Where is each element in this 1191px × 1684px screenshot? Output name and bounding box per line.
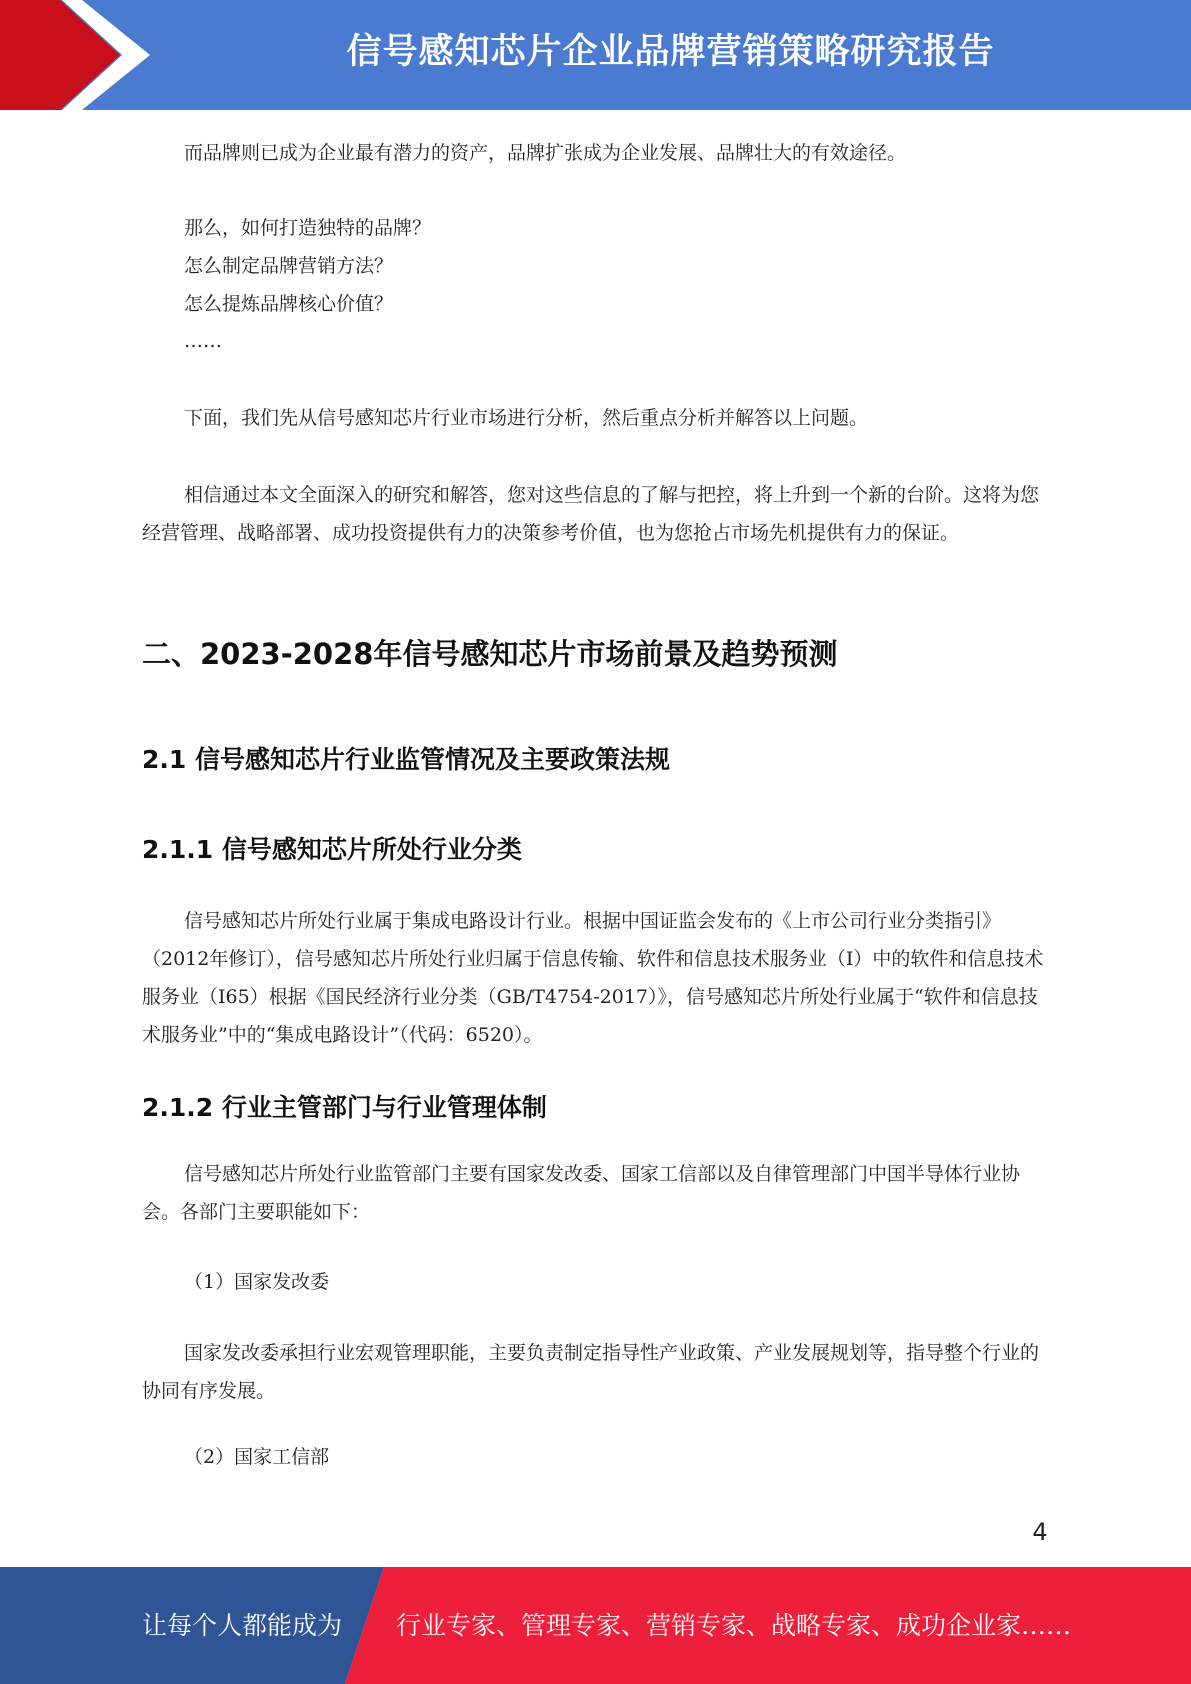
item-label: （1）国家发改委: [184, 1271, 330, 1293]
item-paragraph: 国家发改委承担行业宏观管理职能，主要负责制定指导性产业政策、产业发展规划等，指导整个行业的协同有序发展。: [142, 1342, 1040, 1402]
section-heading: 二、2023-2028年信号感知芯片市场前景及趋势预测: [142, 637, 838, 671]
page-number: 4: [1032, 1518, 1048, 1546]
ellipsis-line: ……: [184, 330, 222, 352]
next-paragraph: 下面，我们先从信号感知芯片行业市场进行分析，然后重点分析并解答以上问题。: [184, 407, 869, 429]
question-line: 怎么提炼品牌核心价值？: [184, 293, 394, 315]
item-label: （2）国家工信部: [184, 1446, 330, 1468]
report-title: 信号感知芯片企业品牌营销策略研究报告: [346, 32, 995, 72]
intro-paragraph: 而品牌则已成为企业最有潜力的资产，品牌扩张成为企业发展、品牌壮大的有效途径。: [184, 142, 907, 164]
belief-paragraph: 相信通过本文全面深入的研究和解答，您对这些信息的了解与把控，将上升到一个新的台阶。这将为您经营管理、战略部署、成功投资提供有力的决策参考价值，也为您抢占市场先机提供有力的保证。: [142, 484, 1040, 544]
footer-slogan-right: 行业专家、管理专家、营销专家、战略专家、成功企业家……: [396, 1611, 1072, 1640]
footer-banner: [0, 1567, 1191, 1684]
footer-slogan-left: 让每个人都能成为: [142, 1611, 343, 1640]
question-line: 怎么制定品牌营销方法？: [184, 255, 394, 277]
question-line: 那么，如何打造独特的品牌？: [184, 217, 432, 239]
subsection-heading-2-1-2: 2.1.2 行业主管部门与行业管理体制: [142, 1093, 547, 1122]
subsection-heading-2-1-1: 2.1.1 信号感知芯片所处行业分类: [142, 835, 522, 864]
header-banner: [0, 0, 1191, 110]
departments-paragraph: 信号感知芯片所处行业监管部门主要有国家发改委、国家工信部以及自律管理部门中国半导体行业协会。各部门主要职能如下：: [142, 1163, 1021, 1223]
classification-paragraph: 信号感知芯片所处行业属于集成电路设计行业。根据中国证监会发布的《上市公司行业分类指引》（2012年修订），信号感知芯片所处行业归属于信息传输、软件和信息技术服务业（I）中的软件和信息技术服务业（I65）根据《国民经济行业分类（GB/T4754-2017）》，信号感知芯片所处行业属于“软件和信息技术服务业”中的“集成电路设计”（代码：6520）。: [142, 910, 1044, 1046]
subsection-heading-2-1: 2.1 信号感知芯片行业监管情况及主要政策法规: [142, 745, 670, 774]
